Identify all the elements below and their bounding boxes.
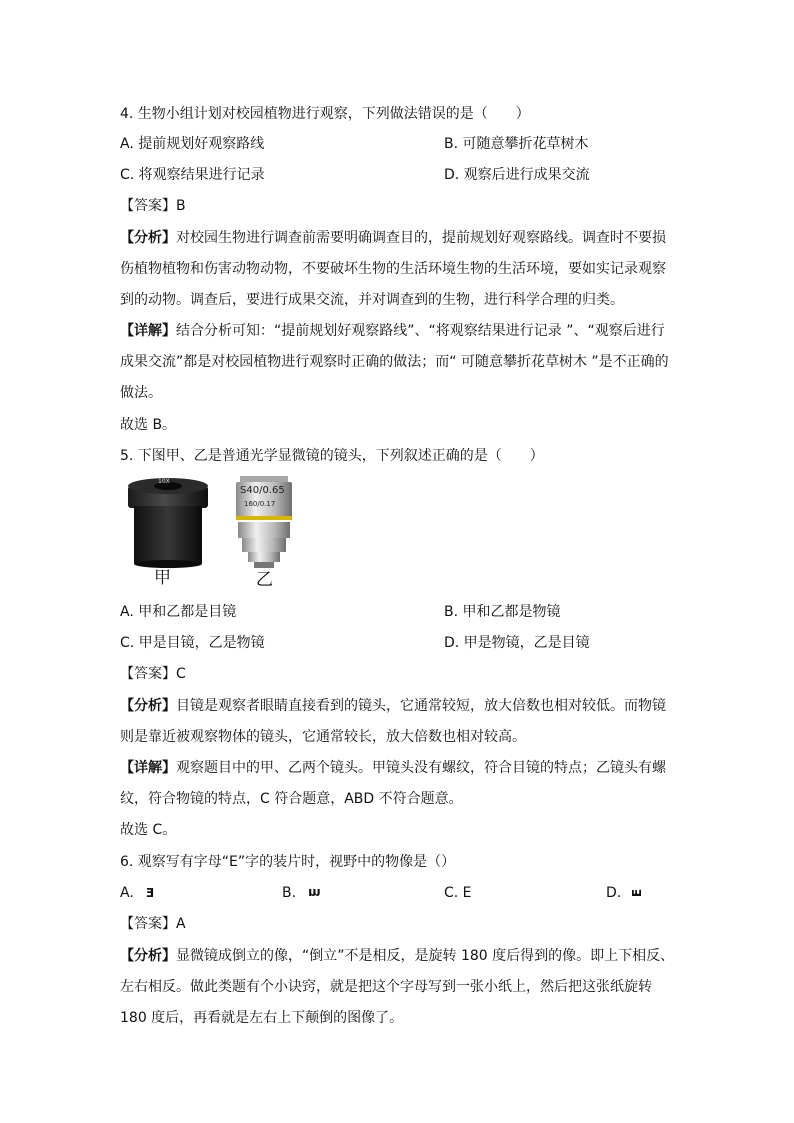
caption-jia: 甲 (154, 568, 171, 588)
objective-label-1: S40/0.65 (240, 485, 285, 496)
q5-option-d: D. 甲是物镜，乙是目镜 (444, 635, 590, 651)
q6-option-b-glyph: m (308, 886, 321, 900)
q6-analysis-line-2: 左右相反。做此类题有个小诀窍，就是把这个字母写到一张小纸上，然后把这张纸旋转 (120, 979, 652, 995)
q4-option-c: C. 将观察结果进行记录 (120, 167, 265, 183)
q4-conclusion: 故选 B。 (120, 417, 177, 433)
q6-answer: 【答案】A (120, 916, 186, 932)
q4-analysis-label: 【分析】 (120, 230, 176, 246)
q4-option-a: A. 提前规划好观察路线 (120, 136, 265, 152)
q6-analysis-line-1: 【分析】显微镜成倒立的像，“倒立”不是相反，是旋转 180 度后得到的像。即上下相反、 (120, 948, 675, 964)
q6-option-a: A. Ǝ (120, 885, 154, 901)
q5-detail-label: 【详解】 (120, 760, 176, 776)
q5-option-b: B. 甲和乙都是物镜 (444, 604, 561, 620)
q6-analysis-line-3: 180 度后，再看就是左右上下颠倒的图像了。 (120, 1010, 404, 1026)
eyepiece-label: 10X (158, 478, 170, 485)
q5-analysis-label: 【分析】 (120, 698, 176, 714)
q6-option-d-glyph: E (630, 888, 645, 898)
objective-label-2: 160/0.17 (244, 500, 276, 508)
q4-analysis-line-1: 【分析】对校园生物进行调查前需要明确调查目的，提前规划好观察路线。调查时不要损 (120, 230, 666, 246)
q5-stem: 5. 下图甲、乙是普通光学显微镜的镜头，下列叙述正确的是（ ） (120, 448, 544, 464)
q6-option-a-glyph: Ǝ (145, 886, 154, 900)
q5-answer: 【答案】C (120, 666, 186, 682)
q6-analysis-label: 【分析】 (120, 948, 176, 964)
q5-detail-line-1: 【详解】观察题目中的甲、乙两个镜头。甲镜头没有螺纹，符合目镜的特点；乙镜头有螺 (120, 760, 666, 776)
q4-detail-label: 【详解】 (120, 323, 176, 339)
q4-analysis-line-3: 到的动物。调查后，要进行成果交流，并对调查到的生物，进行科学合理的归类。 (120, 292, 624, 308)
caption-yi: 乙 (256, 570, 273, 590)
q6-option-b: B. m (282, 885, 321, 901)
q5-analysis-line-1: 【分析】目镜是观察者眼睛直接看到的镜头，它通常较短，放大倍数也相对较低。而物镜 (120, 698, 666, 714)
q4-detail-line-3: 做法。 (120, 385, 162, 401)
q4-option-b: B. 可随意攀折花草树木 (444, 136, 589, 152)
q4-answer: 【答案】B (120, 198, 186, 214)
q6-option-c: C. E (444, 885, 472, 901)
q6-option-d: D. E (606, 883, 641, 903)
q6-stem: 6. 观察写有字母“E”字的装片时，视野中的物像是（） (120, 854, 456, 870)
q4-analysis-line-2: 伤植物植物和伤害动物动物，不要破坏生物的生活环境生物的生活环境，要如实记录观察 (120, 261, 666, 277)
eyepiece-image (126, 476, 210, 568)
q4-stem: 4. 生物小组计划对校园植物进行观察，下列做法错误的是（ ） (120, 106, 530, 122)
q5-option-a: A. 甲和乙都是目镜 (120, 604, 237, 620)
q4-detail-line-1: 【详解】结合分析可知：“提前规划好观察路线”、“将观察结果进行记录 ”、“观察后进行 (120, 323, 665, 339)
q4-detail-line-2: 成果交流”都是对校园植物进行观察时正确的做法；而“ 可随意攀折花草树木 ”是不正确的 (120, 354, 669, 370)
q5-option-c: C. 甲是目镜，乙是物镜 (120, 635, 265, 651)
q5-detail-line-2: 纹，符合物镜的特点，C 符合题意，ABD 不符合题意。 (120, 791, 463, 807)
q5-analysis-line-2: 则是靠近被观察物体的镜头，它通常较长，放大倍数也相对较高。 (120, 729, 526, 745)
q4-option-d: D. 观察后进行成果交流 (444, 167, 590, 183)
objective-image (232, 476, 296, 570)
q5-conclusion: 故选 C。 (120, 822, 177, 838)
eyepiece-icon (126, 476, 210, 568)
